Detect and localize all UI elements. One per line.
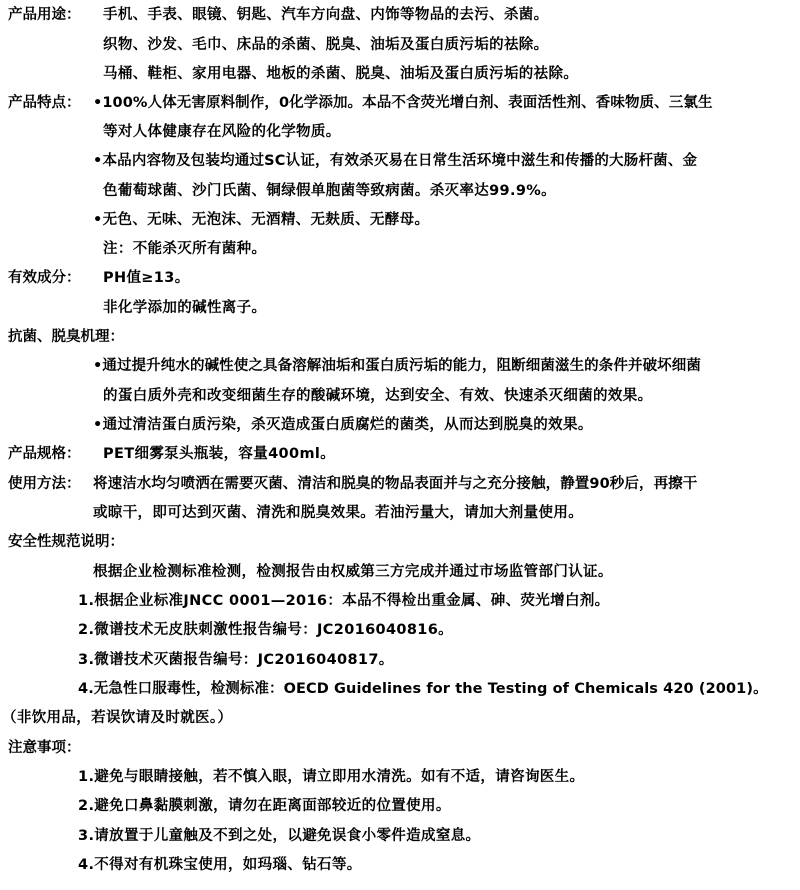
safety-item: 4.无急性口服毒性，检测标准：OECD Guidelines for the Testing of Chemicals 420 (2001)。 [78,681,768,697]
spec-line: PET细雾泵头瓶装，容量400ml。 [103,446,336,462]
caution-item: 2.避免口鼻黏膜刺激，请勿在距离面部较近的位置使用。 [78,798,451,814]
mechanism-line: •通过提升纯水的碱性使之具备溶解油垢和蛋白质污垢的能力，阻断细菌滋生的条件并破坏细菌 [93,358,701,374]
mechanism-label: 抗菌、脱臭机理： [8,329,124,345]
method-label: 使用方法： [8,476,81,492]
features-label: 产品特点： [8,95,81,111]
safety-item: 1.根据企业标准JNCC 0001—2016：本品不得检出重金属、砷、荧光增白剂。 [78,593,610,609]
cautions-label: 注意事项： [8,740,81,756]
features-line: •无色、无味、无泡沫、无酒精、无麸质、无酵母。 [93,212,430,228]
safety-label: 安全性规范说明： [8,534,124,550]
ingredients-label: 有效成分： [8,270,81,286]
mechanism-line: 的蛋白质外壳和改变细菌生存的酸碱环境，达到安全、有效、快速杀灭细菌的效果。 [103,388,653,404]
features-line: •100%人体无害原料制作，0化学添加。本品不含荧光增白剂、表面活性剂、香味物质、三氯生 [93,95,713,111]
method-line: 或晾干，即可达到灭菌、清洗和脱臭效果。若油污量大，请加大剂量使用。 [93,505,584,521]
caution-item: 1.避免与眼睛接触，若不慎入眼，请立即用水清洗。如有不适，请咨询医生。 [78,769,585,785]
caution-item: 3.请放置于儿童触及不到之处，以避免误食小零件造成窒息。 [78,828,481,844]
features-line: 色葡萄球菌、沙门氏菌、铜绿假单胞菌等致病菌。杀灭率达99.9%。 [103,183,557,199]
usage-line: 马桶、鞋柜、家用电器、地板的杀菌、脱臭、油垢及蛋白质污垢的祛除。 [103,66,579,82]
features-line: 等对人体健康存在风险的化学物质。 [103,124,341,140]
method-line: 将速洁水均匀喷洒在需要灭菌、清洁和脱臭的物品表面并与之充分接触，静置90秒后，再擦干 [93,476,698,492]
mechanism-line: •通过清洁蛋白质污染，杀灭造成蛋白质腐烂的菌类，从而达到脱臭的效果。 [93,417,593,433]
features-note: 注：不能杀灭所有菌种。 [103,241,267,257]
usage-line: 织物、沙发、毛巾、床品的杀菌、脱臭、油垢及蛋白质污垢的祛除。 [103,37,549,53]
caution-item: 4.不得对有机珠宝使用，如玛瑙、钻石等。 [78,857,362,873]
usage-label: 产品用途： [8,7,81,23]
safety-intro: 根据企业检测标准检测，检测报告由权威第三方完成并通过市场监管部门认证。 [93,564,613,580]
ingredients-line: 非化学添加的碱性离子。 [103,300,267,316]
safety-item: 2.微谱技术无皮肤刺激性报告编号：JC2016040816。 [78,622,454,638]
safety-note: （非饮用品，若误饮请及时就医。） [2,710,233,726]
ingredients-line: PH值≥13。 [103,270,190,286]
usage-line: 手机、手表、眼镜、钥匙、汽车方向盘、内饰等物品的去污、杀菌。 [103,7,549,23]
spec-label: 产品规格： [8,446,81,462]
features-line: •本品内容物及包装均通过SC认证，有效杀灭易在日常生活环境中滋生和传播的大肠杆菌、金 [93,153,698,169]
safety-item: 3.微谱技术灭菌报告编号：JC2016040817。 [78,652,394,668]
